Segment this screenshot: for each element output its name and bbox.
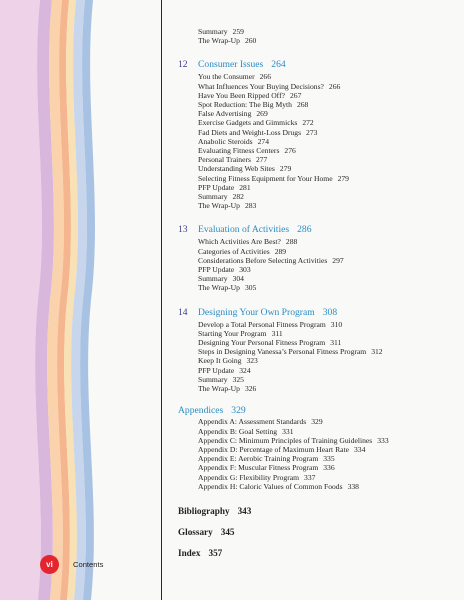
toc-entry-title: PFP Update (198, 182, 235, 192)
toc-entry-page: 269 (256, 109, 268, 119)
back-matter-title: Glossary (178, 526, 213, 537)
toc-entry[interactable] (198, 329, 458, 338)
back-matter-page: 343 (237, 505, 252, 516)
toc-entry-title: Fad Diets and Weight-Loss Drugs (198, 127, 302, 137)
back-matter-page: 357 (208, 547, 223, 558)
table-of-contents (178, 27, 458, 558)
back-matter-index[interactable] (178, 548, 458, 558)
toc-entry-page: 266 (328, 81, 341, 91)
appendices-page: 329 (231, 405, 246, 417)
toc-entry[interactable] (198, 320, 458, 329)
toc-entry-page: 326 (244, 384, 257, 394)
toc-entry[interactable] (198, 366, 458, 375)
toc-entry-page: 329 (311, 417, 323, 427)
toc-entry[interactable] (198, 36, 458, 45)
toc-entry-page: 303 (239, 265, 251, 275)
toc-entry[interactable] (198, 91, 458, 100)
toc-entry-title: False Advertising (198, 109, 252, 119)
toc-entry-title: Summary (198, 27, 228, 36)
toc-entry-page: 311 (330, 338, 342, 348)
toc-entry-page: 266 (259, 72, 271, 82)
chapter-title: Consumer Issues (198, 59, 264, 71)
toc-entry-page: 331 (282, 426, 294, 436)
toc-entry-page: 338 (347, 481, 359, 491)
appendices-title: Appendices (178, 405, 224, 417)
toc-entry-title: Appendix B: Goal Setting (198, 426, 278, 436)
toc-entry-page: 268 (296, 100, 309, 110)
toc-entry-page: 325 (232, 374, 244, 384)
toc-entry-title: Summary (198, 192, 228, 202)
appendix-entries (178, 417, 458, 491)
toc-entry-title: Steps in Designing Vanessa’s Personal Fitness Program (198, 347, 367, 357)
toc-entry-title: The Wrap-Up (198, 384, 240, 394)
toc-entry[interactable] (198, 375, 458, 384)
toc-entry-title: Appendix C: Minimum Principles of Training Guidelines (198, 435, 373, 445)
decorative-wavy-stripes (0, 0, 110, 600)
toc-entry[interactable] (198, 82, 458, 91)
toc-entry[interactable] (198, 100, 458, 109)
toc-entry[interactable] (198, 137, 458, 146)
toc-entry-page: 297 (332, 255, 344, 265)
toc-entry-title: What Influences Your Buying Decisions? (198, 81, 324, 91)
toc-entry-page: 276 (284, 146, 296, 156)
toc-entry-page: 282 (232, 192, 244, 202)
back-matter-title: Bibliography (178, 505, 230, 516)
toc-entry-title: Categories of Activities (198, 246, 270, 256)
toc-entry[interactable] (198, 128, 458, 137)
toc-entry-page: 289 (274, 246, 287, 256)
toc-entry[interactable] (198, 27, 458, 36)
back-matter-title: Index (178, 547, 201, 558)
toc-entry-page: 311 (271, 328, 283, 338)
toc-entry-title: Appendix E: Aerobic Training Program (198, 454, 319, 464)
chapter-number: 14 (178, 306, 188, 318)
toc-entry[interactable] (198, 463, 458, 472)
toc-entry-title: Designing Your Personal Fitness Program (198, 338, 326, 348)
toc-entry-page: 260 (244, 36, 257, 46)
toc-entry-title: Summary (198, 374, 228, 384)
toc-entry-title: Develop a Total Personal Fitness Program (198, 319, 326, 329)
toc-entry-title: Summary (198, 274, 228, 284)
toc-entry-page: 310 (330, 319, 343, 329)
toc-entry[interactable] (198, 436, 458, 445)
toc-entry[interactable] (198, 146, 458, 155)
toc-entry[interactable] (198, 445, 458, 454)
toc-entry-page: 337 (304, 472, 316, 482)
back-matter-list (178, 506, 458, 558)
back-matter-page: 345 (220, 526, 235, 537)
toc-entry[interactable] (198, 384, 458, 393)
toc-entry[interactable] (198, 72, 458, 81)
toc-entry[interactable] (198, 473, 458, 482)
chapter-entries (178, 72, 458, 210)
back-matter-bibliography[interactable] (178, 506, 458, 516)
toc-entry-page: 335 (323, 454, 335, 464)
toc-entry-title: Exercise Gadgets and Gimmicks (198, 118, 298, 128)
toc-entry-page: 333 (377, 435, 389, 445)
previous-chapter-entries (178, 27, 458, 45)
toc-entry[interactable] (198, 247, 458, 256)
toc-entry-title: Appendix D: Percentage of Maximum Heart Rate (198, 444, 349, 454)
chapter-title: Designing Your Own Program (198, 306, 315, 318)
toc-entry-title: The Wrap-Up (198, 36, 240, 46)
toc-entry[interactable] (198, 454, 458, 463)
toc-entry-page: 259 (232, 27, 244, 36)
toc-entry[interactable] (198, 265, 458, 274)
toc-entry-page: 288 (285, 237, 298, 247)
chapter-12 (178, 59, 458, 210)
toc-entry[interactable] (198, 155, 458, 164)
chapter-14 (178, 307, 458, 394)
toc-entry-page: 334 (354, 444, 366, 454)
toc-entry-page: 336 (323, 463, 335, 473)
stripe-lavender-light (0, 0, 42, 600)
chapter-number: 12 (178, 59, 188, 71)
toc-entry-page: 305 (244, 283, 257, 293)
toc-entry-title: Personal Trainers (198, 155, 251, 165)
chapter-entries (178, 237, 458, 292)
toc-entry-title: Appendix F: Muscular Fitness Program (198, 463, 319, 473)
toc-entry[interactable] (198, 174, 458, 183)
toc-entry[interactable] (198, 164, 458, 173)
toc-entry-page: 277 (255, 155, 268, 165)
chapter-13 (178, 224, 458, 292)
toc-entry[interactable] (198, 347, 458, 356)
toc-entry[interactable] (198, 109, 458, 118)
toc-entry[interactable] (198, 274, 458, 283)
toc-entry[interactable] (198, 118, 458, 127)
toc-entry-title: PFP Update (198, 265, 235, 275)
toc-entry[interactable] (198, 417, 458, 426)
toc-entry-page: 274 (257, 136, 270, 146)
toc-entry-title: Appendix G: Flexibility Program (198, 472, 300, 482)
back-matter-glossary[interactable] (178, 527, 458, 537)
chapter-number: 13 (178, 224, 188, 236)
toc-entry-page: 304 (232, 274, 244, 284)
toc-entry-title: The Wrap-Up (198, 283, 240, 293)
toc-entry-title: Evaluating Fitness Centers (198, 146, 280, 156)
toc-entry-page: 281 (239, 182, 251, 192)
toc-entry[interactable] (198, 237, 458, 246)
toc-entry-title: Appendix A: Assessment Standards (198, 417, 307, 427)
toc-entry-title: The Wrap-Up (198, 201, 240, 211)
toc-entry[interactable] (198, 338, 458, 347)
chapter-page: 308 (322, 306, 338, 318)
toc-entry[interactable] (198, 256, 458, 265)
chapter-heading[interactable] (178, 307, 458, 319)
toc-entry[interactable] (198, 192, 458, 201)
toc-entry-title: PFP Update (198, 365, 235, 375)
column-divider-line (161, 0, 162, 600)
toc-entry-page: 323 (246, 356, 258, 366)
toc-entry[interactable] (198, 427, 458, 436)
chapter-heading[interactable] (178, 224, 458, 236)
chapter-title: Evaluation of Activities (198, 224, 290, 236)
toc-entry-title: Selecting Fitness Equipment for Your Home (198, 173, 333, 183)
toc-entry-page: 272 (302, 118, 314, 128)
toc-entry-title: Keep It Going (198, 356, 242, 366)
chapter-page: 264 (271, 59, 286, 71)
toc-entry-title: Anabolic Steroids (198, 136, 253, 146)
appendices-heading[interactable] (178, 405, 458, 417)
toc-entry-page: 324 (239, 365, 251, 375)
toc-entry[interactable] (198, 482, 458, 491)
toc-entry[interactable] (198, 201, 458, 210)
toc-entry-title: Starting Your Program (198, 328, 267, 338)
chapter-entries (178, 320, 458, 394)
toc-entry[interactable] (198, 283, 458, 292)
toc-entry-title: Appendix H: Caloric Values of Common Foods (198, 481, 343, 491)
toc-entry-page: 267 (289, 90, 302, 100)
toc-entry-page: 279 (279, 164, 292, 174)
toc-entry[interactable] (198, 183, 458, 192)
footer-label: Contents (73, 560, 104, 569)
toc-entry-title: Spot Reduction: The Big Myth (198, 100, 292, 110)
toc-entry-title: Understanding Web Sites (198, 164, 275, 174)
toc-entry[interactable] (198, 356, 458, 365)
toc-entry-page: 283 (244, 201, 257, 211)
page-number-badge: vi (40, 555, 59, 574)
page-footer (40, 555, 103, 574)
toc-entry-title: Considerations Before Selecting Activities (198, 255, 328, 265)
appendices-section (178, 405, 458, 491)
toc-entry-title: Which Activities Are Best? (198, 237, 281, 247)
toc-entry-page: 273 (306, 127, 318, 137)
toc-entry-page: 279 (337, 173, 349, 183)
toc-entry-title: Have You Been Ripped Off? (198, 90, 285, 100)
chapter-heading[interactable] (178, 59, 458, 71)
toc-entry-title: You the Consumer (198, 72, 255, 82)
toc-entry-page: 312 (371, 347, 383, 357)
chapter-list (178, 59, 458, 393)
chapter-page: 286 (297, 224, 312, 236)
